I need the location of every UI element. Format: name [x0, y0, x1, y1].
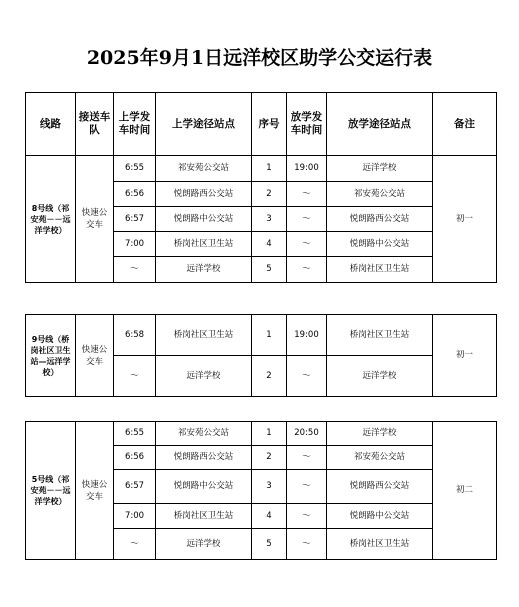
depart-time: 6:56 — [114, 446, 156, 470]
seq: 1 — [252, 315, 287, 356]
stop-down: 悦朗路中公交站 — [327, 504, 433, 529]
stop-up: 远洋学校 — [156, 356, 252, 397]
depart-time: 6:55 — [114, 156, 156, 182]
depart-time: 7:00 — [114, 504, 156, 529]
stop-down: 祁安苑公交站 — [327, 182, 433, 207]
depart-time: 6:57 — [114, 470, 156, 504]
depart-time: 6:57 — [114, 207, 156, 232]
route-name: 5号线（祁安苑－－远洋学校） — [26, 422, 76, 560]
seq: 1 — [252, 156, 287, 182]
route-name: 8号线（祁安苑－－远洋学校） — [26, 156, 76, 283]
stop-down: 桥岗社区卫生站 — [327, 257, 433, 283]
seq: 3 — [252, 470, 287, 504]
route-note: 初一 — [433, 156, 497, 283]
table-row — [26, 422, 497, 446]
route-team: 快速公交车 — [76, 156, 114, 283]
route-note: 初二 — [433, 422, 497, 560]
table-row — [26, 156, 497, 182]
header-stops-up: 上学途径站点 — [156, 93, 252, 156]
stop-down: 远洋学校 — [327, 422, 433, 446]
stop-down: 悦朗路西公交站 — [327, 470, 433, 504]
header-note: 备注 — [433, 93, 497, 156]
route-team: 快速公交车 — [76, 315, 114, 397]
stop-down: 桥岗社区卫生站 — [327, 315, 433, 356]
stop-up: 桥岗社区卫生站 — [156, 315, 252, 356]
seq: 2 — [252, 446, 287, 470]
seq: 4 — [252, 504, 287, 529]
depart-time: ～ — [114, 529, 156, 560]
route-table-8 — [25, 155, 497, 283]
stop-up: 远洋学校 — [156, 529, 252, 560]
stop-up: 祁安苑公交站 — [156, 422, 252, 446]
return-time: ～ — [287, 232, 327, 257]
seq: 5 — [252, 529, 287, 560]
stop-down: 远洋学校 — [327, 356, 433, 397]
table-row — [26, 315, 497, 356]
header-table — [25, 92, 497, 156]
route-team: 快速公交车 — [76, 422, 114, 560]
depart-time: 6:58 — [114, 315, 156, 356]
route-name: 9号线（桥岗社区卫生站—远洋学校） — [26, 315, 76, 397]
stop-up: 悦朗路中公交站 — [156, 207, 252, 232]
stop-down: 远洋学校 — [327, 156, 433, 182]
return-time: ～ — [287, 446, 327, 470]
depart-time: 6:55 — [114, 422, 156, 446]
header-depart-time: 上学发车时间 — [114, 93, 156, 156]
stop-up: 远洋学校 — [156, 257, 252, 283]
header-stops-down: 放学途径站点 — [327, 93, 433, 156]
return-time: 19:00 — [287, 315, 327, 356]
seq: 2 — [252, 182, 287, 207]
stop-up: 悦朗路西公交站 — [156, 182, 252, 207]
return-time: ～ — [287, 182, 327, 207]
return-time: ～ — [287, 257, 327, 283]
return-time: ～ — [287, 207, 327, 232]
stop-up: 祁安苑公交站 — [156, 156, 252, 182]
stop-up: 悦朗路中公交站 — [156, 470, 252, 504]
stop-down: 桥岗社区卫生站 — [327, 529, 433, 560]
stop-down: 悦朗路西公交站 — [327, 207, 433, 232]
return-time: ～ — [287, 356, 327, 397]
seq: 5 — [252, 257, 287, 283]
return-time: ～ — [287, 529, 327, 560]
header-team: 接送车队 — [76, 93, 114, 156]
stop-down: 悦朗路中公交站 — [327, 232, 433, 257]
return-time: ～ — [287, 504, 327, 529]
header-seq: 序号 — [252, 93, 287, 156]
return-time: ～ — [287, 470, 327, 504]
seq: 3 — [252, 207, 287, 232]
stop-down: 祁安苑公交站 — [327, 446, 433, 470]
stop-up: 桥岗社区卫生站 — [156, 504, 252, 529]
return-time: 19:00 — [287, 156, 327, 182]
seq: 1 — [252, 422, 287, 446]
stop-up: 桥岗社区卫生站 — [156, 232, 252, 257]
route-table-9 — [25, 314, 497, 397]
route-note: 初一 — [433, 315, 497, 397]
page-title: 2025年9月1日远洋校区助学公交运行表 — [86, 47, 433, 69]
route-table-5 — [25, 421, 497, 560]
return-time: 20:50 — [287, 422, 327, 446]
header-return-time: 放学发车时间 — [287, 93, 327, 156]
depart-time: ～ — [114, 356, 156, 397]
seq: 4 — [252, 232, 287, 257]
seq: 2 — [252, 356, 287, 397]
header-route: 线路 — [26, 93, 76, 156]
depart-time: 6:56 — [114, 182, 156, 207]
depart-time: 7:00 — [114, 232, 156, 257]
header-row — [26, 93, 497, 156]
depart-time: ～ — [114, 257, 156, 283]
stop-up: 悦朗路西公交站 — [156, 446, 252, 470]
